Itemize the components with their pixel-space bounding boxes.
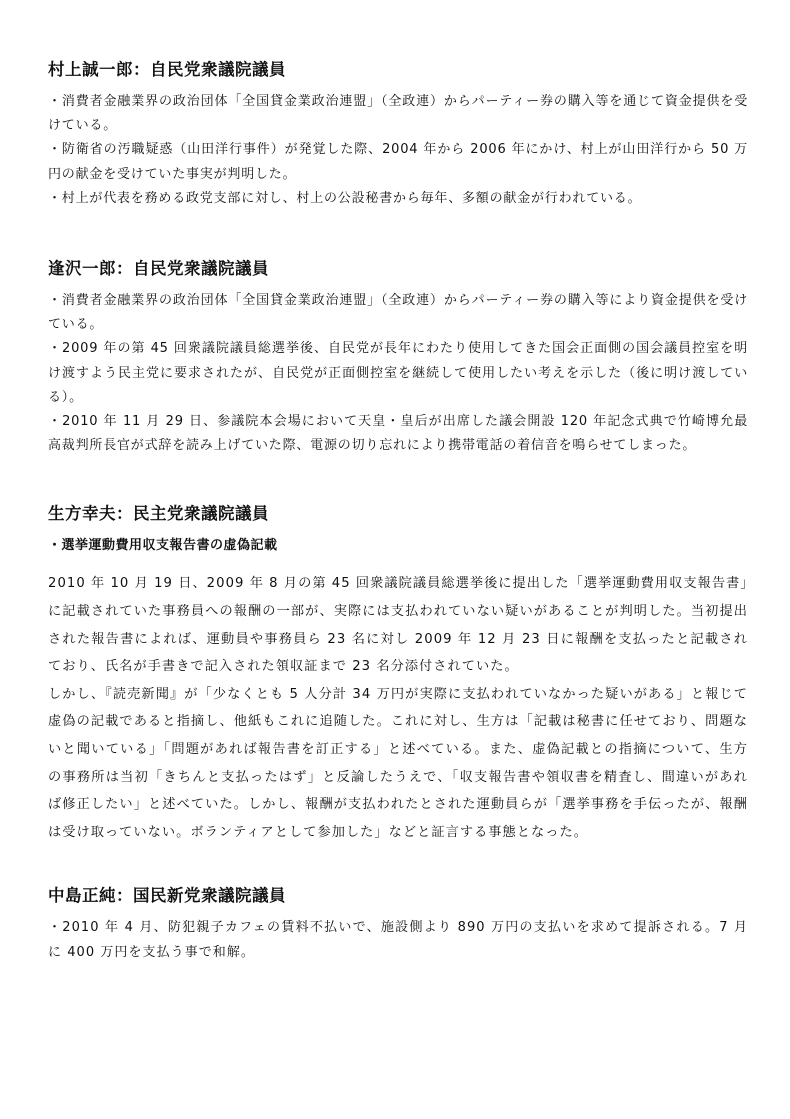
section-aisawa — [48, 257, 748, 458]
paragraph: 2010 年 10 月 19 日、2009 年 8 月の第 45 回衆議院議員総選挙後に提出した「選挙運動費用収支報告書」に記載されていた事務員への報酬の一部が、実際には支払われていない疑いがあることが判明した。当初提出された報告書によれば、運動員や事務員ら 23 名に対し 2009 年 12 月 23 日に報酬を支払ったと記載されており、氏名が手書きで記入された領収証まで 23 名分添付されていた。 — [48, 576, 748, 675]
section-heading: 村上誠一郎：自民党衆議院議員 — [48, 60, 286, 79]
paragraph: ・村上が代表を務める政党支部に対し、村上の公設秘書から毎年、多額の献金が行われている。 — [48, 190, 642, 206]
document-page — [48, 58, 748, 965]
section-murakami — [48, 58, 748, 211]
paragraph: ・2010 年 4 月、防犯親子カフェの賃料不払いで、施設側より 890 万円の支払いを求めて提訴される。7 月に 400 万円を支払う事で和解。 — [48, 920, 748, 960]
paragraph: ・消費者金融業界の政治団体「全国貸金業政治連盟」（全政連）からパーティー券の購入等により資金提供を受けている。 — [48, 293, 748, 333]
section-subheading: ・選挙運動費用収支報告書の虚偽記載 — [48, 538, 278, 554]
paragraph: ・防衛省の汚職疑惑（山田洋行事件）が発覚した際、2004 年から 2006 年にかけ、村上が山田洋行から 50 万円の献金を受けていた事実が判明した。 — [48, 142, 748, 182]
paragraph: ・2009 年の第 45 回衆議院議員総選挙後、自民党が長年にわたり使用してきた国会正面側の国会議員控室を明け渡すよう民主党に要求されたが、自民党が正面側控室を継続して使用したい考えを示した（後に明け渡している）。 — [48, 341, 749, 405]
section-heading: 中島正純：国民新党衆議院議員 — [48, 886, 286, 906]
paragraph: ・2010 年 11 月 29 日、参議院本会場において天皇・皇后が出席した議会開設 120 年記念式典で竹崎博允最高裁判所長官が式辞を読み上げていた際、電源の切り忘れにより携帯電話の着信音を鳴らせてしまった。 — [48, 414, 748, 454]
section-nakajima — [48, 884, 748, 964]
section-heading: 生方幸夫：民主党衆議院議員 — [48, 504, 269, 524]
paragraph: ・消費者金融業界の政治団体「全国貸金業政治連盟」（全政連）からパーティー券の購入等を通じて資金提供を受けている。 — [48, 94, 748, 134]
paragraph: しかし、『読売新聞』が「少なくとも 5 人分計 34 万円が実際に支払われていなかった疑いがある」と報じて虚偽の記載であると指摘し、他紙もこれに追随した。これに対し、生方は「記載は秘書に任せており、問題ないと聞いている」「問題があれば報告書を訂正する」と述べている。また、虚偽記載との指摘について、生方の事務所は当初「きちんと支払ったはず」と反論したうえで、「収支報告書や領収書を精査し、間違いがあれば修正したい」と述べていた。しかし、報酬が支払われたとされた運動員らが「選挙事務を手伝ったが、報酬は受け取っていない。ボランティアとして参加した」などと証言する事態となった。 — [48, 686, 748, 840]
section-heading: 逢沢一郎：自民党衆議院議員 — [48, 259, 269, 279]
section-ubukata — [48, 502, 748, 846]
